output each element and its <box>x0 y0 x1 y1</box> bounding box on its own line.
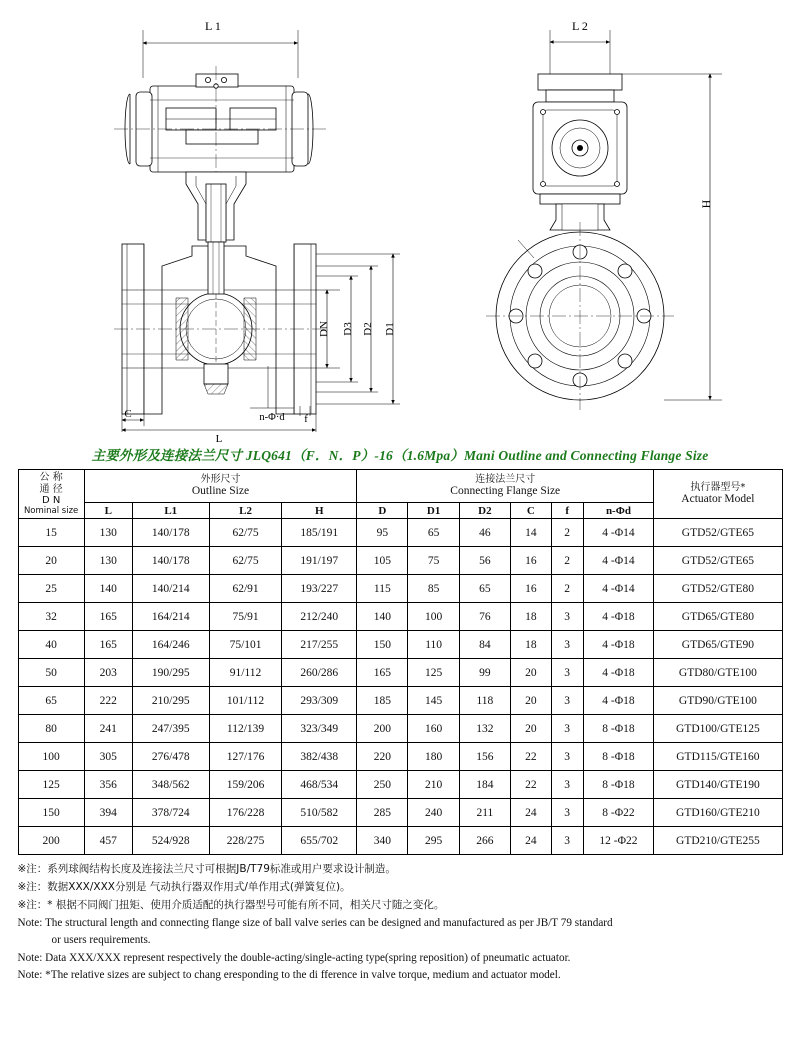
table-row <box>18 631 782 659</box>
cell-nd: 8 -Φ18 <box>583 743 654 771</box>
cell-C: 16 <box>511 547 552 575</box>
dim-f-label: f <box>304 414 308 425</box>
cell-f: 3 <box>551 687 583 715</box>
cell-C: 22 <box>511 743 552 771</box>
cell-D2: 118 <box>459 687 510 715</box>
table-row <box>18 799 782 827</box>
cell-dn: 15 <box>18 519 84 547</box>
cell-L2: 112/139 <box>209 715 282 743</box>
cell-nd: 4 -Φ18 <box>583 631 654 659</box>
cell-L2: 62/91 <box>209 575 282 603</box>
cell-C: 14 <box>511 519 552 547</box>
col-D1: D1 <box>408 502 459 519</box>
cell-nd: 12 -Φ22 <box>583 827 654 855</box>
header-actuator-cn: 执行器型号* <box>690 481 746 493</box>
cell-D1: 75 <box>408 547 459 575</box>
cell-actuator: GTD52/GTE65 <box>654 547 782 575</box>
table-row <box>18 519 782 547</box>
cell-H: 217/255 <box>282 631 357 659</box>
cell-L2: 228/275 <box>209 827 282 855</box>
note-en-2: Note: Data XXX/XXX represent respectively the double-acting/single-acting type(spring reposition) of pneumatic actuator. <box>17 951 571 964</box>
datasheet-page <box>0 8 800 1063</box>
cell-C: 18 <box>511 603 552 631</box>
cell-L2: 101/112 <box>209 687 282 715</box>
table-row <box>18 603 782 631</box>
cell-D2: 184 <box>459 771 510 799</box>
cell-D: 150 <box>357 631 408 659</box>
cell-nd: 4 -Φ14 <box>583 575 654 603</box>
cell-nd: 4 -Φ18 <box>583 659 654 687</box>
cell-dn: 25 <box>18 575 84 603</box>
table-row <box>18 715 782 743</box>
cell-f: 2 <box>551 547 583 575</box>
cell-f: 3 <box>551 799 583 827</box>
table-row <box>18 547 782 575</box>
dim-D3-label: D3 <box>342 322 354 336</box>
cell-H: 655/702 <box>282 827 357 855</box>
cell-dn: 200 <box>18 827 84 855</box>
cell-L2: 159/206 <box>209 771 282 799</box>
cell-D: 220 <box>357 743 408 771</box>
cell-H: 293/309 <box>282 687 357 715</box>
cell-dn: 65 <box>18 687 84 715</box>
cell-D2: 76 <box>459 603 510 631</box>
header-flange-size <box>357 470 654 503</box>
cell-H: 185/191 <box>282 519 357 547</box>
cell-nd: 8 -Φ18 <box>583 715 654 743</box>
cell-L: 356 <box>84 771 132 799</box>
dim-n-phi-d-label: n-Φ·d <box>259 412 285 423</box>
cell-D: 340 <box>357 827 408 855</box>
cell-L1: 276/478 <box>132 743 209 771</box>
cell-L: 222 <box>84 687 132 715</box>
cell-D: 185 <box>357 687 408 715</box>
cell-C: 20 <box>511 659 552 687</box>
cell-f: 3 <box>551 771 583 799</box>
cell-D1: 125 <box>408 659 459 687</box>
cell-D1: 210 <box>408 771 459 799</box>
dim-D2-label: D2 <box>362 322 374 336</box>
cell-L: 241 <box>84 715 132 743</box>
cell-L2: 176/228 <box>209 799 282 827</box>
header-outline-size <box>84 470 356 503</box>
table-row <box>18 575 782 603</box>
col-L: L <box>84 502 132 519</box>
cell-dn: 100 <box>18 743 84 771</box>
cell-dn: 150 <box>18 799 84 827</box>
cell-D1: 100 <box>408 603 459 631</box>
cell-D: 140 <box>357 603 408 631</box>
col-nd: n-Φd <box>583 502 654 519</box>
cell-L: 165 <box>84 603 132 631</box>
notes-block <box>18 861 783 984</box>
cell-H: 260/286 <box>282 659 357 687</box>
header-flange-cn: 连接法兰尺寸 <box>475 473 536 485</box>
note-cn-1: ※注：系列球阀结构长度及连接法兰尺寸可根据JB/T79标准或用户要求设计制造。 <box>17 863 396 876</box>
technical-drawing <box>10 8 790 445</box>
cell-actuator: GTD80/GTE100 <box>654 659 782 687</box>
cell-L2: 75/101 <box>209 631 282 659</box>
table-title: 主要外形及连接法兰尺寸 JLQ641（F．N．P）-16（1.6Mpa）Mani Outline and Connecting Flange Size <box>91 448 709 463</box>
cell-f: 3 <box>551 827 583 855</box>
cell-f: 3 <box>551 715 583 743</box>
dim-H-label: H <box>699 199 713 209</box>
cell-L1: 524/928 <box>132 827 209 855</box>
cell-D: 200 <box>357 715 408 743</box>
cell-actuator: GTD160/GTE210 <box>654 799 782 827</box>
note-cn-3: ※注：* 根据不同阀门扭矩、使用介质适配的执行器型号可能有所不同，相关尺寸随之变化。 <box>17 898 445 911</box>
cell-nd: 4 -Φ18 <box>583 603 654 631</box>
cell-f: 3 <box>551 659 583 687</box>
cell-L1: 140/214 <box>132 575 209 603</box>
dim-L-label: L <box>215 433 223 445</box>
cell-D1: 85 <box>408 575 459 603</box>
cell-D1: 180 <box>408 743 459 771</box>
cell-L1: 210/295 <box>132 687 209 715</box>
dim-D1-label: D1 <box>384 322 396 336</box>
header-nominal-cn-2: 通 径 <box>39 483 63 495</box>
table-body <box>18 519 782 855</box>
cell-H: 212/240 <box>282 603 357 631</box>
table-row <box>18 743 782 771</box>
cell-f: 2 <box>551 519 583 547</box>
col-D: D <box>357 502 408 519</box>
note-cn-2: ※注：数据XXX/XXX分别是 气动执行器双作用式/单作用式(弹簧复位)。 <box>17 881 351 894</box>
dim-L1-label: L 1 <box>205 19 221 33</box>
cell-actuator: GTD90/GTE100 <box>654 687 782 715</box>
cell-C: 20 <box>511 715 552 743</box>
cell-D1: 295 <box>408 827 459 855</box>
cell-D1: 160 <box>408 715 459 743</box>
col-f: f <box>551 502 583 519</box>
col-H: H <box>282 502 357 519</box>
cell-L1: 190/295 <box>132 659 209 687</box>
cell-dn: 40 <box>18 631 84 659</box>
cell-H: 510/582 <box>282 799 357 827</box>
cell-H: 323/349 <box>282 715 357 743</box>
cell-f: 3 <box>551 603 583 631</box>
cell-L: 305 <box>84 743 132 771</box>
header-nominal-cn-3: D N <box>41 495 61 506</box>
cell-D2: 56 <box>459 547 510 575</box>
cell-C: 24 <box>511 799 552 827</box>
cell-dn: 80 <box>18 715 84 743</box>
cell-L2: 62/75 <box>209 519 282 547</box>
cell-L1: 164/214 <box>132 603 209 631</box>
cell-actuator: GTD52/GTE65 <box>654 519 782 547</box>
header-flange-en: Connecting Flange Size <box>450 485 561 497</box>
header-actuator-model <box>654 470 782 519</box>
cell-L: 457 <box>84 827 132 855</box>
cell-dn: 32 <box>18 603 84 631</box>
cell-L1: 140/178 <box>132 547 209 575</box>
cell-D2: 132 <box>459 715 510 743</box>
cell-L: 130 <box>84 547 132 575</box>
cell-L: 165 <box>84 631 132 659</box>
cell-D2: 65 <box>459 575 510 603</box>
cell-C: 18 <box>511 631 552 659</box>
header-nominal-cn-1: 公 称 <box>39 472 63 483</box>
cell-nd: 4 -Φ14 <box>583 547 654 575</box>
table-row <box>18 687 782 715</box>
note-en-1a: Note: The structural length and connecting flange size of ball valve series can be designed and manufactured as per JB/T 79 standard <box>17 916 613 929</box>
header-outline-en: Outline Size <box>191 485 250 497</box>
col-C: C <box>511 502 552 519</box>
cell-D: 115 <box>357 575 408 603</box>
cell-L2: 62/75 <box>209 547 282 575</box>
cell-actuator: GTD65/GTE80 <box>654 603 782 631</box>
col-D2: D2 <box>459 502 510 519</box>
cell-actuator: GTD115/GTE160 <box>654 743 782 771</box>
cell-D2: 266 <box>459 827 510 855</box>
cell-L2: 127/176 <box>209 743 282 771</box>
cell-H: 382/438 <box>282 743 357 771</box>
cell-f: 2 <box>551 575 583 603</box>
table-row <box>18 659 782 687</box>
cell-nd: 8 -Φ18 <box>583 771 654 799</box>
dim-C-label: C <box>124 408 132 420</box>
cell-D: 285 <box>357 799 408 827</box>
cell-L: 203 <box>84 659 132 687</box>
cell-D: 95 <box>357 519 408 547</box>
header-outline-cn: 外形尺寸 <box>200 473 241 485</box>
cell-dn: 20 <box>18 547 84 575</box>
cell-L1: 164/246 <box>132 631 209 659</box>
cell-H: 193/227 <box>282 575 357 603</box>
cell-L2: 91/112 <box>209 659 282 687</box>
table-row <box>18 827 782 855</box>
cell-actuator: GTD65/GTE90 <box>654 631 782 659</box>
cell-D1: 240 <box>408 799 459 827</box>
specification-table <box>18 469 783 855</box>
cell-C: 24 <box>511 827 552 855</box>
cell-C: 20 <box>511 687 552 715</box>
cell-L: 394 <box>84 799 132 827</box>
cell-D2: 46 <box>459 519 510 547</box>
cell-actuator: GTD100/GTE125 <box>654 715 782 743</box>
header-actuator-en: Actuator Model <box>681 493 755 506</box>
cell-L: 140 <box>84 575 132 603</box>
col-L1: L1 <box>132 502 209 519</box>
cell-nd: 8 -Φ22 <box>583 799 654 827</box>
cell-D2: 99 <box>459 659 510 687</box>
cell-D2: 211 <box>459 799 510 827</box>
cell-D2: 156 <box>459 743 510 771</box>
cell-C: 22 <box>511 771 552 799</box>
cell-D1: 65 <box>408 519 459 547</box>
dim-DN-label: DN <box>318 321 330 337</box>
cell-nd: 4 -Φ14 <box>583 519 654 547</box>
cell-dn: 50 <box>18 659 84 687</box>
cell-L1: 348/562 <box>132 771 209 799</box>
cell-D1: 145 <box>408 687 459 715</box>
cell-actuator: GTD210/GTE255 <box>654 827 782 855</box>
note-en-3: Note: *The relative sizes are subject to chang eresponding to the di fference in valve torque, medium and actuator model. <box>17 968 561 981</box>
cell-dn: 125 <box>18 771 84 799</box>
cell-L1: 140/178 <box>132 519 209 547</box>
cell-L1: 247/395 <box>132 715 209 743</box>
cell-actuator: GTD52/GTE80 <box>654 575 782 603</box>
cell-C: 16 <box>511 575 552 603</box>
cell-D2: 84 <box>459 631 510 659</box>
cell-D: 105 <box>357 547 408 575</box>
col-L2: L2 <box>209 502 282 519</box>
cell-L1: 378/724 <box>132 799 209 827</box>
cell-D: 165 <box>357 659 408 687</box>
cell-H: 191/197 <box>282 547 357 575</box>
cell-f: 3 <box>551 743 583 771</box>
cell-L2: 75/91 <box>209 603 282 631</box>
cell-L: 130 <box>84 519 132 547</box>
cell-actuator: GTD140/GTE190 <box>654 771 782 799</box>
cell-nd: 4 -Φ18 <box>583 687 654 715</box>
dim-L2-label: L 2 <box>572 19 588 33</box>
cell-H: 468/534 <box>282 771 357 799</box>
note-en-1b: or users requirements. <box>51 934 151 947</box>
cell-f: 3 <box>551 631 583 659</box>
header-nominal-en: Nominal size <box>23 505 79 516</box>
header-nominal-size <box>18 470 84 519</box>
cell-D: 250 <box>357 771 408 799</box>
table-row <box>18 771 782 799</box>
cell-D1: 110 <box>408 631 459 659</box>
